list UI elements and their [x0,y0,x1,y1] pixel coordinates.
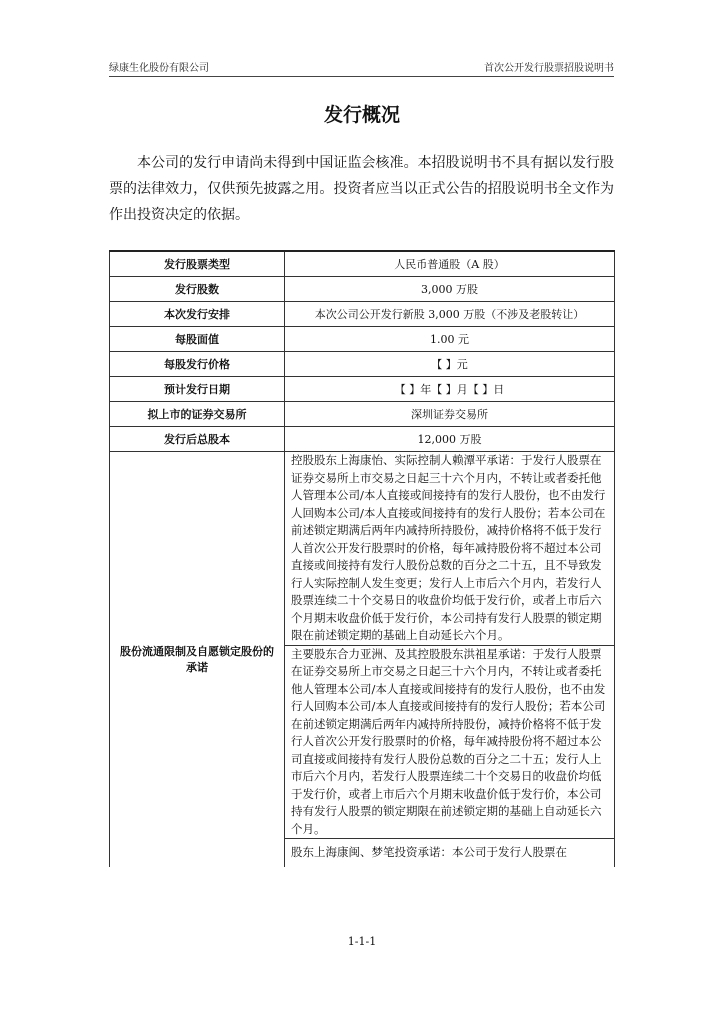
row-value: 【 】年【 】月【 】日 [285,377,615,402]
row-label: 每股发行价格 [110,352,285,377]
offering-overview-table [109,250,615,867]
lockup-commitment-other-shareholders: 股东上海康闽、梦笔投资承诺：本公司于发行人股票在 [285,839,615,868]
table-row [110,277,615,302]
row-value: 3,000 万股 [285,277,615,302]
row-value: 【 】元 [285,352,615,377]
table-row [110,251,615,277]
row-value: 本次公司公开发行新股 3,000 万股（不涉及老股转让） [285,302,615,327]
lockup-label: 股份流通限制及自愿锁定股份的承诺 [110,452,285,868]
table-row [110,327,615,352]
lockup-commitment-major-shareholder: 主要股东合力亚洲、及其控股股东洪祖星承诺：于发行人股票在证券交易所上市交易之日起三十六个月内，不转让或者委托他人管理本公司/本人直接或间接持有的发行人股份，也不由发行人回购本公司/本人直接或间接持有的发行人股份；若本公司在前述锁定期满后两年内减持所持股份，减持价格将不低于发行人首次公开发行股票时的价格，每年减持股份将不超过本公司直接或间接持有发行人股份总数的百分之二十五；发行人上市后六个月内，若发行人股票连续二十个交易日的收盘价均低于发行价，或者上市后六个月期末收盘价低于发行价，本公司持有发行人股票的锁定期限在前述锁定期的基础上自动延长六个月。 [285,645,615,839]
row-value: 人民币普通股（A 股） [285,251,615,277]
row-label: 发行后总股本 [110,427,285,452]
table-row [110,452,615,646]
lockup-commitment-controlling-shareholder: 控股股东上海康怡、实际控制人赖潭平承诺：于发行人股票在证券交易所上市交易之日起三十六个月内，不转让或者委托他人管理本公司/本人直接或间接持有的发行人股份，也不由发行人回购本公司/本人直接或间接持有的发行人股份；若本公司在前述锁定期满后两年内减持所持股份，减持价格将不低于发行人首次公开发行股票时的价格，每年减持股份将不超过本公司直接或间接持有发行人股份总数的百分之二十五，且不导致发行人实际控制人发生变更；发行人上市后六个月内，若发行人股票连续二十个交易日的收盘价均低于发行价，或者上市后六个月期末收盘价低于发行价，本公司持有发行人股票的锁定期限在前述锁定期的基础上自动延长六个月。 [285,452,615,646]
intro-paragraph: 本公司的发行申请尚未得到中国证监会核准。本招股说明书不具有据以发行股票的法律效力，仅供预先披露之用。投资者应当以正式公告的招股说明书全文作为作出投资决定的依据。 [109,155,614,223]
row-value: 深圳证券交易所 [285,402,615,427]
table-row [110,427,615,452]
row-label: 发行股数 [110,277,285,302]
row-label: 本次发行安排 [110,302,285,327]
table-row [110,377,615,402]
header-company-name: 绿康生化股份有限公司 [109,63,209,74]
section-title: 发行概况 [323,104,400,126]
table-row [110,302,615,327]
row-label: 预计发行日期 [110,377,285,402]
row-value: 12,000 万股 [285,427,615,452]
page-number: 1-1-1 [347,935,377,948]
page-header [109,56,614,77]
row-label: 拟上市的证券交易所 [110,402,285,427]
header-document-name: 首次公开发行股票招股说明书 [484,63,614,74]
table-row [110,352,615,377]
row-value: 1.00 元 [285,327,615,352]
row-label: 发行股票类型 [110,251,285,277]
table-row [110,402,615,427]
row-label: 每股面值 [110,327,285,352]
